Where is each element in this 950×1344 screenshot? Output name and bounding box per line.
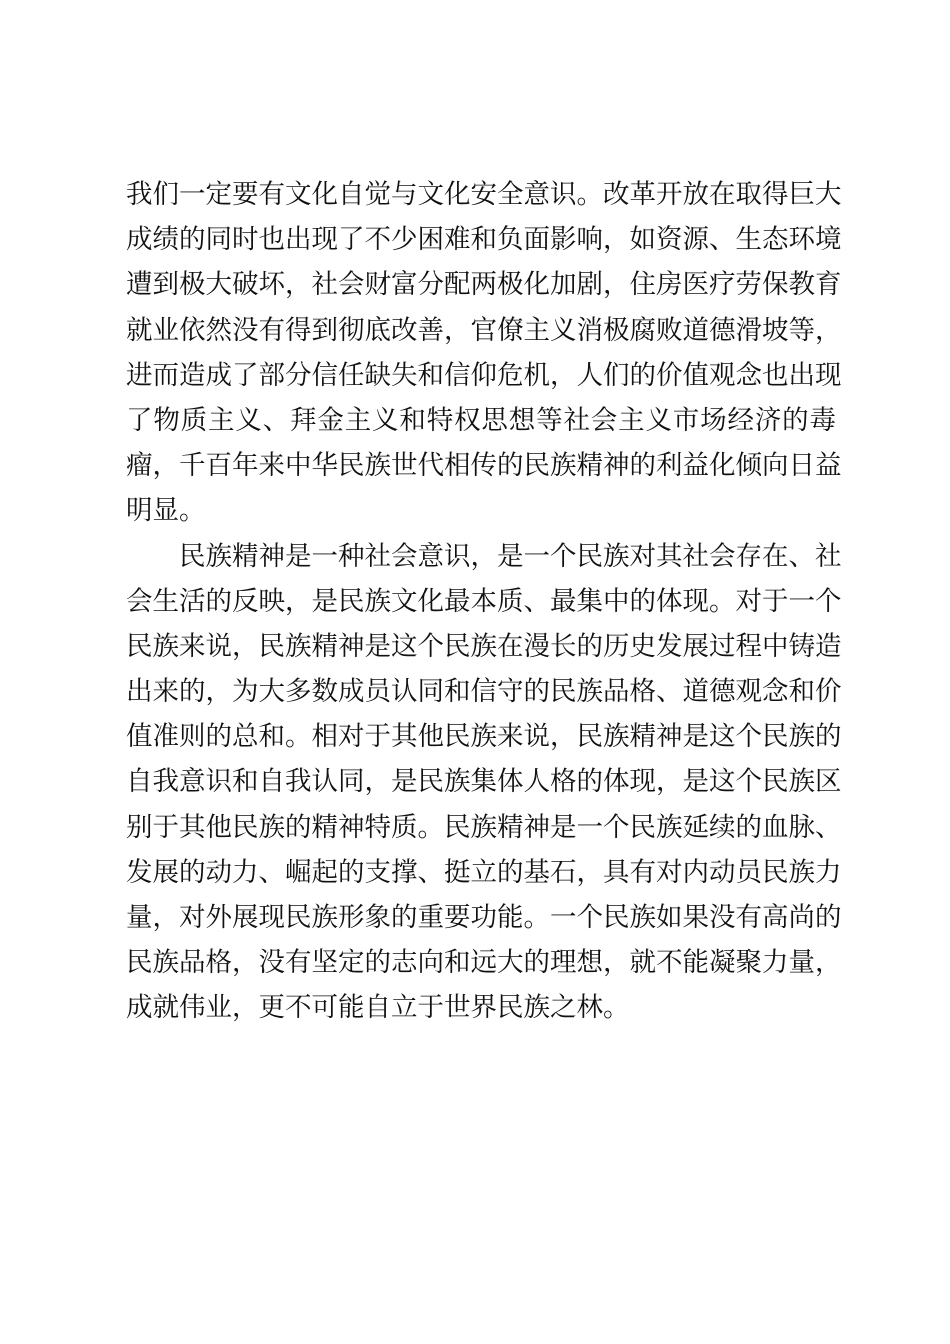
paragraph-2-line-5: 值准则的总和。相对于其他民族来说，民族精神是这个民族的 (126, 721, 842, 753)
paragraph-2-line-3: 民族来说，民族精神是这个民族在漫长的历史发展过程中铸造 (126, 630, 842, 662)
paragraph-1-line-5: 进而造成了部分信任缺失和信仰危机，人们的价值观念也出现 (126, 359, 842, 391)
paragraph-1-line-7: 瘤，千百年来中华民族世代相传的民族精神的利益化倾向日益 (126, 450, 842, 482)
paragraph-2-line-8: 发展的动力、崛起的支撑、挺立的基石，具有对内动员民族力 (126, 856, 842, 888)
paragraph-1-line-6: 了物质主义、拜金主义和特权思想等社会主义市场经济的毒 (126, 404, 836, 436)
paragraph-1-line-3: 遭到极大破坏，社会财富分配两极化加剧，住房医疗劳保教育 (126, 269, 842, 301)
paragraph-2-line-11: 成就伟业，更不可能自立于世界民族之林。 (126, 992, 630, 1024)
body-text (126, 172, 842, 1031)
paragraph-2-line-4: 出来的，为大多数成员认同和信守的民族品格、道德观念和价 (126, 676, 842, 708)
paragraph-2-line-2: 会生活的反映，是民族文化最本质、最集中的体现。对于一个 (126, 585, 842, 617)
paragraph-2-line-9: 量，对外展现民族形象的重要功能。一个民族如果没有高尚的 (126, 902, 842, 933)
paragraph-1-line-8: 明显。 (126, 495, 206, 527)
paragraph-1-line-1: 我们一定要有文化自觉与文化安全意识。改革开放在取得巨大 (126, 179, 842, 210)
paragraph-2-line-7: 别于其他民族的精神特质。民族精神是一个民族延续的血脉、 (126, 811, 842, 843)
paragraph-2-line-1: 民族精神是一种社会意识，是一个民族对其社会存在、社 (179, 540, 842, 572)
paragraph-1-line-2: 成绩的同时也出现了不少困难和负面影响，如资源、生态环境 (126, 224, 842, 256)
paragraph-2-line-10: 民族品格，没有坚定的志向和远大的理想，就不能凝聚力量， (126, 947, 842, 979)
paragraph-2-line-6: 自我意识和自我认同，是民族集体人格的体现，是这个民族区 (126, 766, 842, 798)
paragraph-1-line-4: 就业依然没有得到彻底改善，官僚主义消极腐败道德滑坡等， (126, 314, 842, 346)
